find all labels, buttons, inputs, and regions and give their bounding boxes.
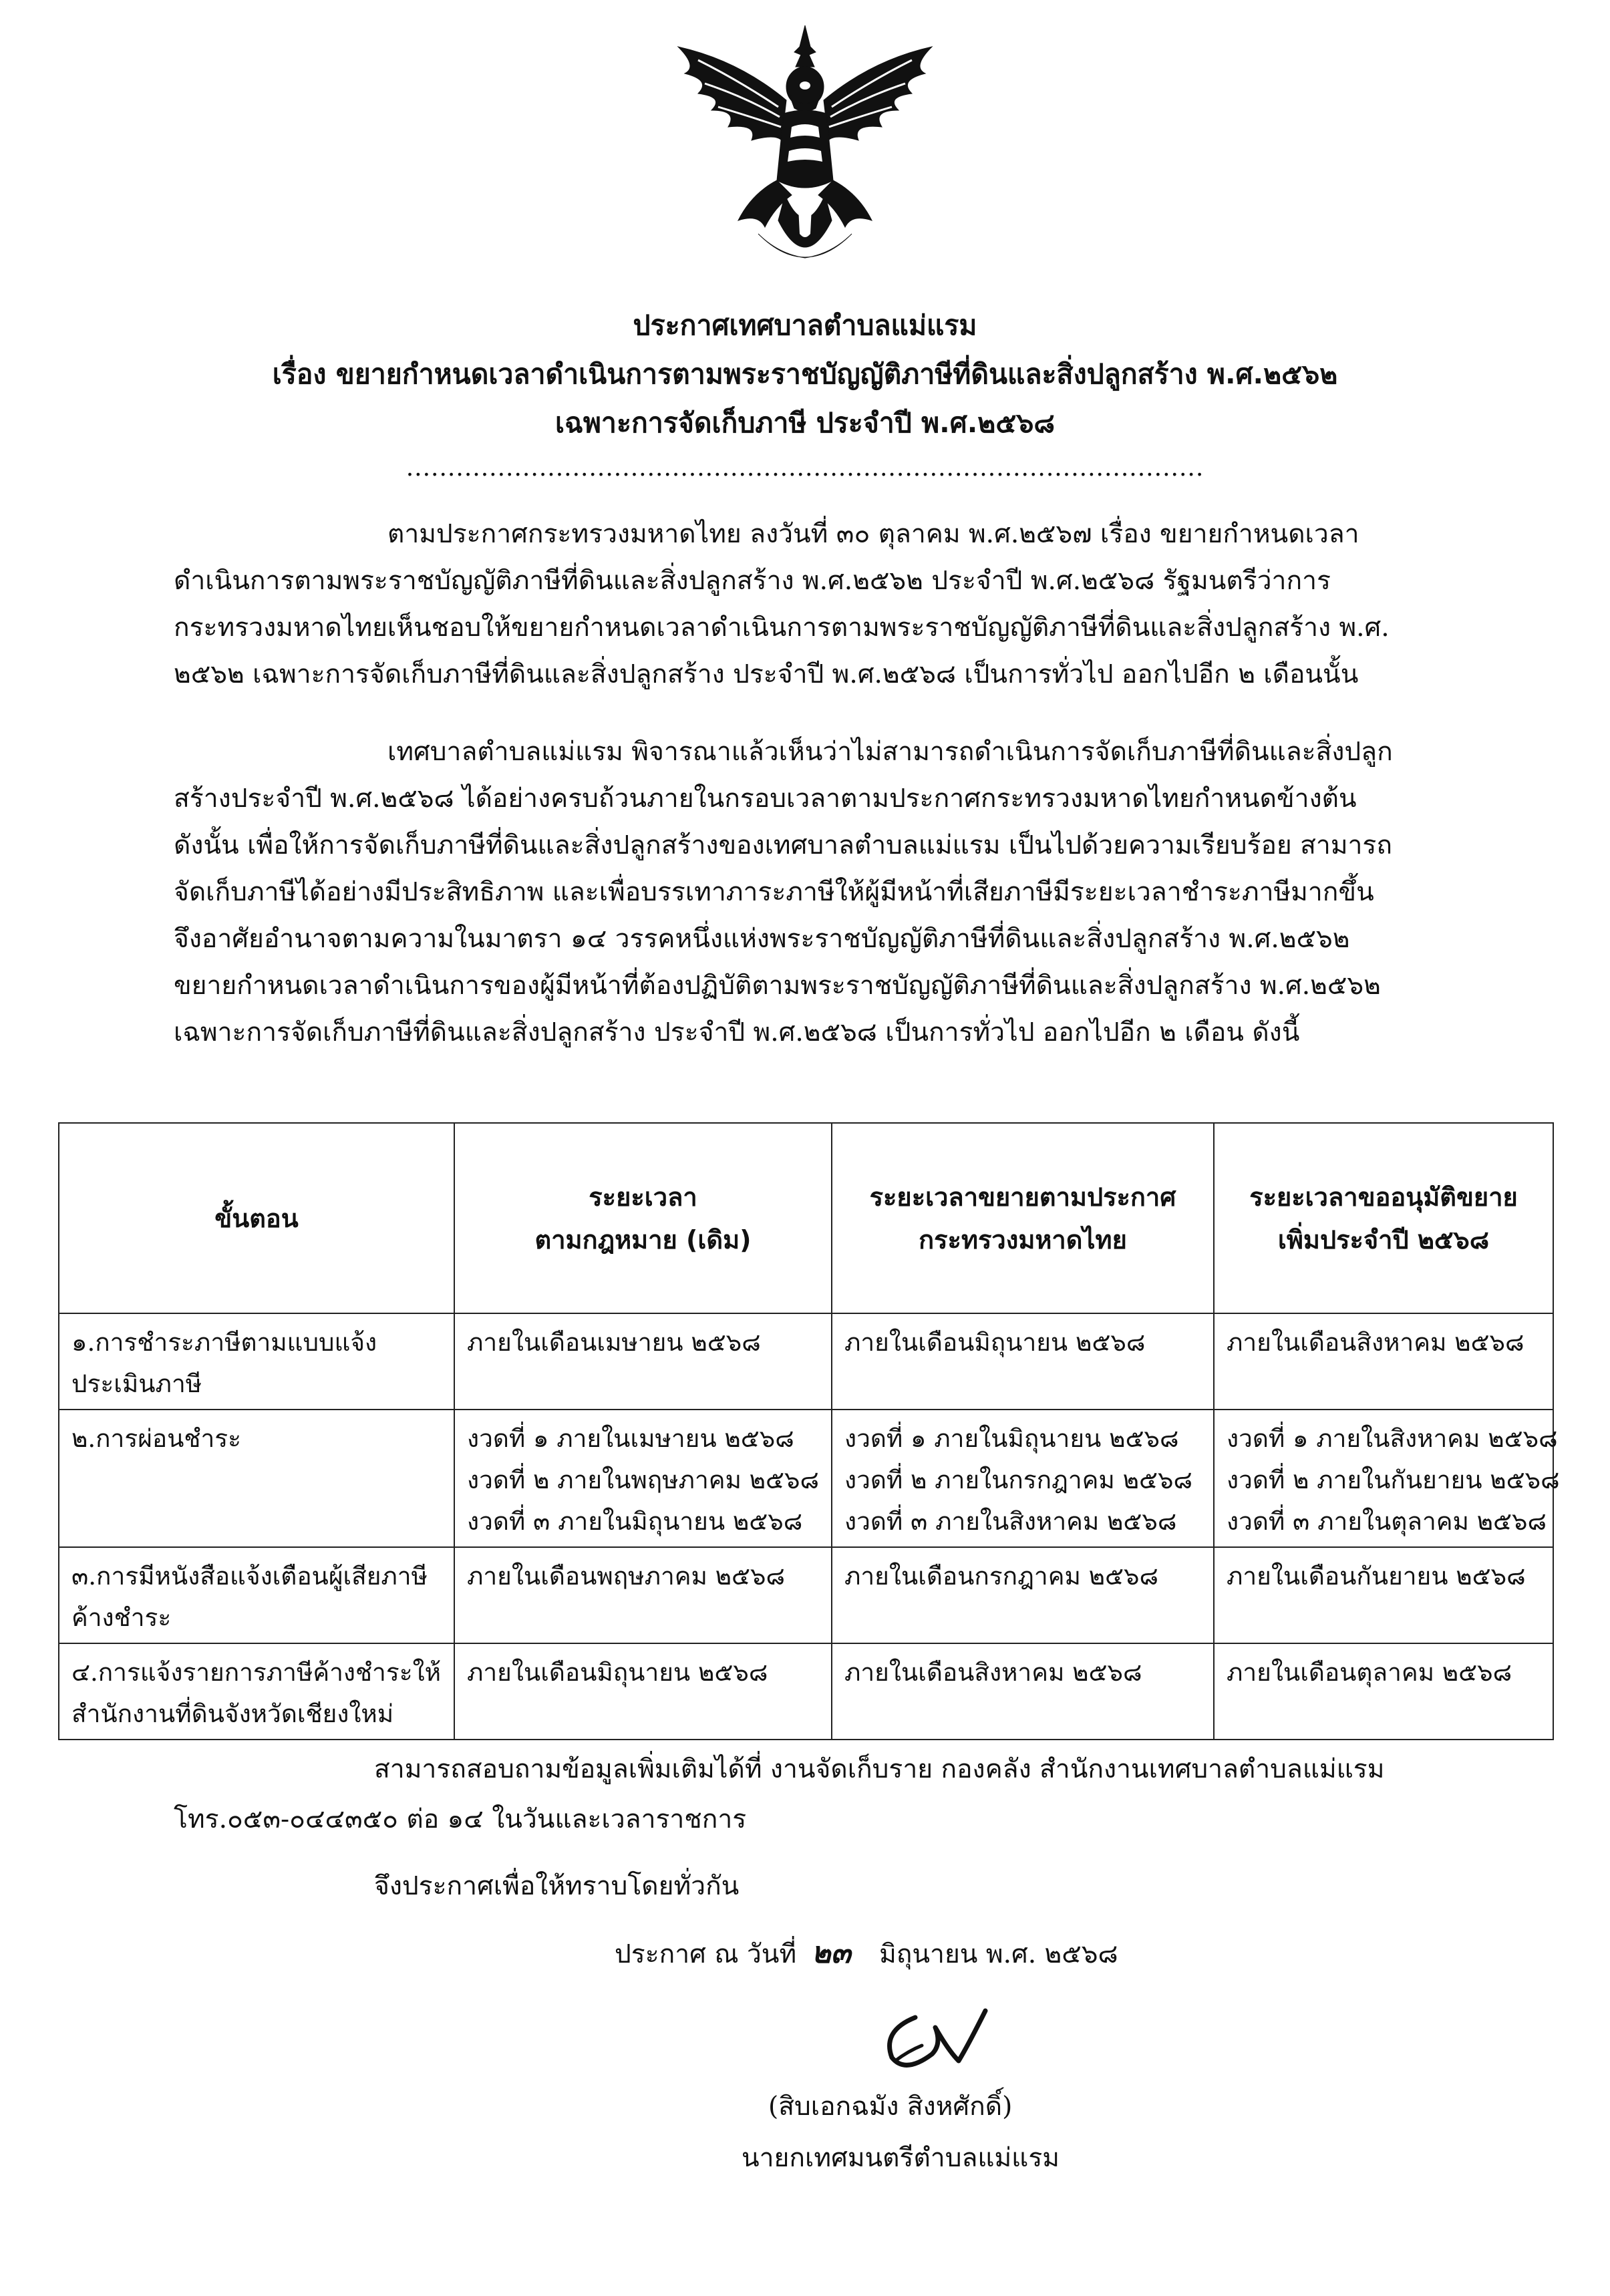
table-row xyxy=(59,1313,1553,1410)
paragraph-1-line-4: ๒๕๖๒ เฉพาะการจัดเก็บภาษีที่ดินและสิ่งปลูกสร้าง ประจำปี พ.ศ.๒๕๖๘ เป็นการทั่วไป ออกไปอีก ๒ เดือนนั้น xyxy=(174,659,1359,689)
ministry-cell: ภายในเดือนมิถุนายน ๒๕๖๘ xyxy=(832,1313,1214,1410)
announce-date xyxy=(615,1931,1118,1977)
step-cell: ๔.การแจ้งรายการภาษีค้างชำระให้ สำนักงานที่ดินจังหวัดเชียงใหม่ xyxy=(59,1643,454,1740)
original-cell: ภายในเดือนพฤษภาคม ๒๕๖๘ xyxy=(454,1547,832,1643)
table-row xyxy=(59,1410,1553,1547)
requested-cell: ภายในเดือนกันยายน ๒๕๖๘ xyxy=(1214,1547,1553,1643)
signatory-position: นายกเทศมนตรีตำบลแม่แรม xyxy=(742,2143,1060,2173)
paragraph-1-line-2: ดำเนินการตามพระราชบัญญัติภาษีที่ดินและสิ่งปลูกสร้าง พ.ศ.๒๕๖๒ ประจำปี พ.ศ.๒๕๖๘ รัฐมนตรีว่าการ xyxy=(174,566,1331,596)
paragraph-2-line-4: จัดเก็บภาษีได้อย่างมีประสิทธิภาพ และเพื่อบรรเทาภาระภาษีให้ผู้มีหน้าที่เสียภาษีมีระยะเวลาชำระภาษีมากขึ้น xyxy=(174,877,1374,907)
paragraph-2-line-7: เฉพาะการจัดเก็บภาษีที่ดินและสิ่งปลูกสร้าง ประจำปี พ.ศ.๒๕๖๘ เป็นการทั่วไป ออกไปอีก ๒ เดือน ดังนี้ xyxy=(174,1017,1300,1047)
closing-statement: จึงประกาศเพื่อให้ทราบโดยทั่วกัน xyxy=(374,1871,740,1901)
paragraph-1-line-3: กระทรวงมหาดไทยเห็นชอบให้ขยายกำหนดเวลาดำเนินการตามพระราชบัญญัติภาษีที่ดินและสิ่งปลูกสร้าง พ.ศ. xyxy=(174,613,1390,643)
header-requested-extension: ระยะเวลาขออนุมัติขยาย เพิ่มประจำปี ๒๕๖๘ xyxy=(1214,1123,1553,1313)
divider-dots: ................................................................................................ xyxy=(406,454,1204,482)
original-cell: ภายในเดือนมิถุนายน ๒๕๖๘ xyxy=(454,1643,832,1740)
original-cell: ภายในเดือนเมษายน ๒๕๖๘ xyxy=(454,1313,832,1410)
garuda-emblem-icon xyxy=(658,20,952,281)
paragraph-2-line-1: เทศบาลตำบลแม่แรม พิจารณาแล้วเห็นว่าไม่สามารถดำเนินการจัดเก็บภาษีที่ดินและสิ่งปลูก xyxy=(387,737,1393,767)
requested-cell: ภายในเดือนสิงหาคม ๒๕๖๘ xyxy=(1214,1313,1553,1410)
paragraph-1-line-1: ตามประกาศกระทรวงมหาดไทย ลงวันที่ ๓๐ ตุลาคม พ.ศ.๒๕๖๗ เรื่อง ขยายกำหนดเวลา xyxy=(387,519,1359,549)
contact-line-1: สามารถสอบถามข้อมูลเพิ่มเติมได้ที่ งานจัดเก็บราย กองคลัง สำนักงานเทศบาลตำบลแม่แรม xyxy=(374,1754,1385,1784)
announce-date-month-year: มิถุนายน พ.ศ. ๒๕๖๘ xyxy=(879,1939,1118,1969)
paragraph-2-line-6: ขยายกำหนดเวลาดำเนินการของผู้มีหน้าที่ต้องปฏิบัติตามพระราชบัญญัติภาษีที่ดินและสิ่งปลูกสร้าง พ.ศ.๒๕๖๒ xyxy=(174,971,1381,1001)
schedule-table xyxy=(58,1122,1560,1740)
paragraph-2-line-5: จึงอาศัยอำนาจตามความในมาตรา ๑๔ วรรคหนึ่งแห่งพระราชบัญญัติภาษีที่ดินและสิ่งปลูกสร้าง พ.ศ.๒๕๖๒ xyxy=(174,924,1350,954)
requested-cell: งวดที่ ๑ ภายในสิงหาคม ๒๕๖๘ งวดที่ ๒ ภายในกันยายน ๒๕๖๘ งวดที่ ๓ ภายในตุลาคม ๒๕๖๘ xyxy=(1214,1410,1553,1547)
original-cell: งวดที่ ๑ ภายในเมษายน ๒๕๖๘ งวดที่ ๒ ภายในพฤษภาคม ๒๕๖๘ งวดที่ ๓ ภายในมิถุนายน ๒๕๖๘ xyxy=(454,1410,832,1547)
announce-date-prefix: ประกาศ ณ วันที่ xyxy=(615,1939,797,1969)
org-title: ประกาศเทศบาลตำบลแม่แรม xyxy=(633,309,977,341)
signature-mark-icon xyxy=(868,1997,1002,2084)
step-cell: ๒.การผ่อนชำระ xyxy=(59,1410,454,1547)
table-row xyxy=(59,1547,1553,1643)
contact-line-2: โทร.๐๕๓-๐๔๔๓๕๐ ต่อ ๑๔ ในวันและเวลาราชการ xyxy=(174,1804,747,1834)
header-step: ขั้นตอน xyxy=(59,1123,454,1313)
header-ministry-extension: ระยะเวลาขยายตามประกาศ กระทรวงมหาดไทย xyxy=(832,1123,1214,1313)
paragraph-2-line-3: ดังนั้น เพื่อให้การจัดเก็บภาษีที่ดินและสิ่งปลูกสร้างของเทศบาลตำบลแม่แรม เป็นไปด้วยความเรียบร้อย สามารถ xyxy=(174,830,1392,860)
step-cell: ๑.การชำระภาษีตามแบบแจ้ง ประเมินภาษี xyxy=(59,1313,454,1410)
subject-line-2: เฉพาะการจัดเก็บภาษี ประจำปี พ.ศ.๒๕๖๘ xyxy=(554,407,1056,439)
ministry-cell: ภายในเดือนกรกฎาคม ๒๕๖๘ xyxy=(832,1547,1214,1643)
announce-date-day: ๒๓ xyxy=(811,1936,851,1970)
table-row xyxy=(59,1643,1553,1740)
requested-cell: ภายในเดือนตุลาคม ๒๕๖๘ xyxy=(1214,1643,1553,1740)
paragraph-2-line-2: สร้างประจำปี พ.ศ.๒๕๖๘ ได้อย่างครบถ้วนภายในกรอบเวลาตามประกาศกระทรวงมหาดไทยกำหนดข้างต้น xyxy=(174,784,1357,814)
step-cell: ๓.การมีหนังสือแจ้งเตือนผู้เสียภาษี ค้างชำระ xyxy=(59,1547,454,1643)
ministry-cell: ภายในเดือนสิงหาคม ๒๕๖๘ xyxy=(832,1643,1214,1740)
ministry-cell: งวดที่ ๑ ภายในมิถุนายน ๒๕๖๘ งวดที่ ๒ ภายในกรกฎาคม ๒๕๖๘ งวดที่ ๓ ภายในสิงหาคม ๒๕๖๘ xyxy=(832,1410,1214,1547)
subject-line: เรื่อง ขยายกำหนดเวลาดำเนินการตามพระราชบัญญัติภาษีที่ดินและสิ่งปลูกสร้าง พ.ศ.๒๕๖๒ xyxy=(272,358,1338,390)
header-original-period: ระยะเวลา ตามกฎหมาย (เดิม) xyxy=(454,1123,832,1313)
signatory-name: (สิบเอกฉมัง สิงหศักดิ์) xyxy=(768,2092,1013,2122)
